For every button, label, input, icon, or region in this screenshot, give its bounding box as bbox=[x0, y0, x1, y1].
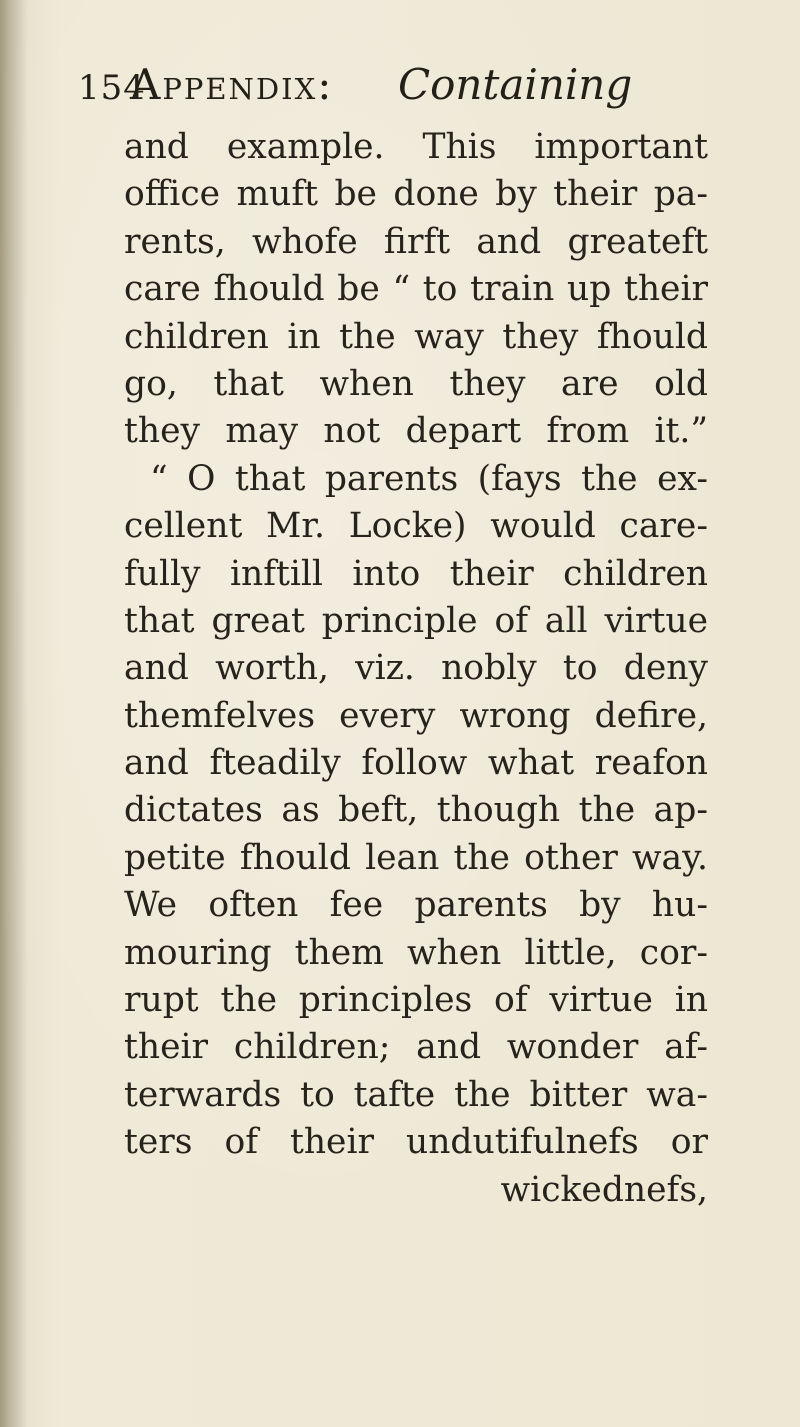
text-line: go, that when they are old bbox=[124, 363, 708, 404]
running-header bbox=[78, 58, 718, 118]
text-line: children in the way they fhould bbox=[124, 316, 708, 357]
text-line: rupt the principles of virtue in bbox=[124, 980, 708, 1021]
text-line: that great principle of all virtue bbox=[124, 600, 708, 641]
running-subtitle: Containing bbox=[398, 60, 633, 109]
text-line: and worth, viz. nobly to deny bbox=[124, 648, 708, 689]
text-line: themfelves every wrong defire, bbox=[124, 695, 708, 736]
text-line: care fhould be “ to train up their bbox=[124, 269, 708, 310]
text-line: cellent Mr. Locke) would care- bbox=[124, 506, 708, 547]
text-line: rents, whofe firft and greateft bbox=[124, 221, 708, 262]
text-line: ters of their undutifulnefs or bbox=[124, 1122, 708, 1163]
text-line: and example. This important bbox=[124, 127, 708, 167]
text-line: mouring them when little, cor- bbox=[124, 932, 708, 973]
text-line: and fteadily follow what reafon bbox=[124, 743, 708, 784]
text-line: wickednefs, bbox=[500, 1169, 708, 1210]
text-line: office muft be done by their pa- bbox=[124, 174, 708, 215]
text-line: “ O that parents (fays the ex- bbox=[150, 458, 708, 499]
text-line: petite fhould lean the other way. bbox=[124, 837, 708, 878]
body-text bbox=[124, 124, 708, 1214]
text-line: fully inftill into their children bbox=[124, 553, 708, 594]
text-line: terwards to tafte the bitter wa- bbox=[124, 1074, 708, 1115]
text-line: We often fee parents by hu- bbox=[124, 885, 708, 926]
page-number: 154 bbox=[78, 68, 146, 108]
text-line: their children; and wonder af- bbox=[124, 1027, 708, 1068]
binding-gutter bbox=[0, 0, 28, 1427]
text-line: they may not depart from it.” bbox=[124, 411, 708, 452]
running-title: Appendix: bbox=[130, 60, 334, 109]
text-line: dictates as beft, though the ap- bbox=[124, 790, 708, 831]
